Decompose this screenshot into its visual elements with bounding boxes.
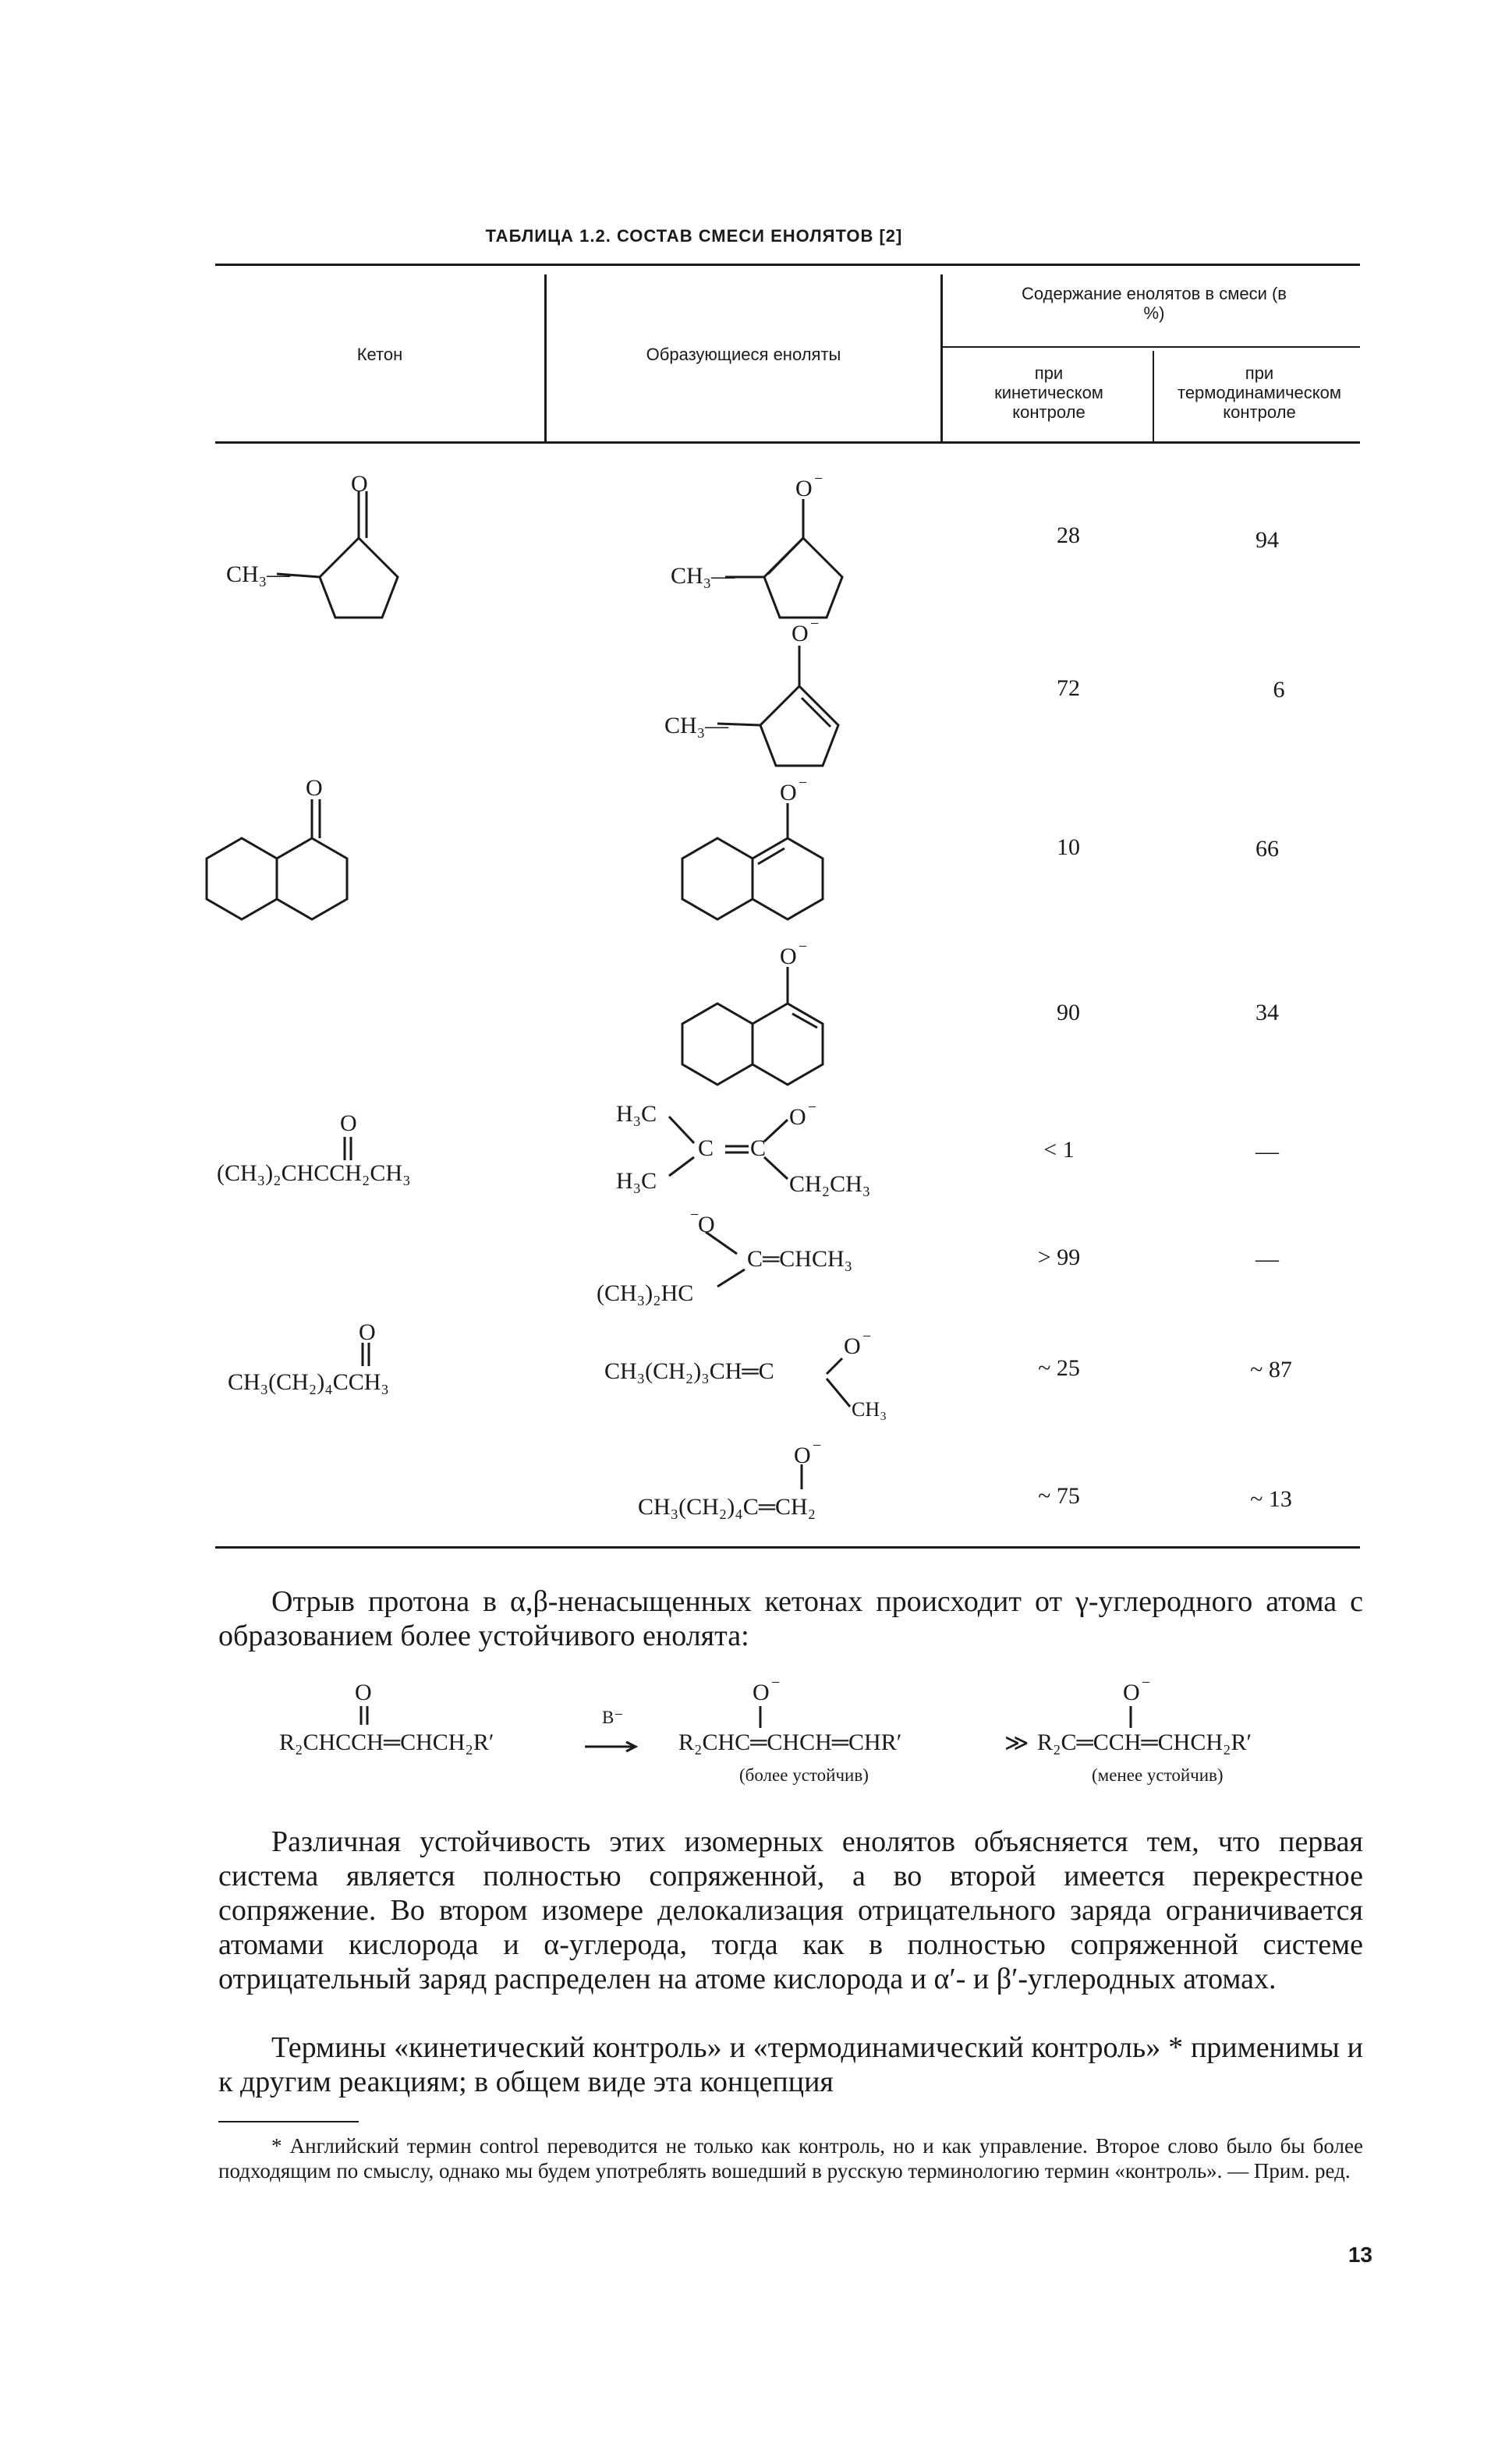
footnote-rule [218,2121,359,2122]
row5-kinetic: < 1 [1043,1137,1075,1163]
svg-text:O: O [795,476,813,501]
svg-text:CH₂CH₃: CH₂CH₃ [789,1171,871,1197]
svg-text:(CH₃)₂HC: (CH₃)₂HC [597,1280,694,1306]
svg-text:−: − [814,470,823,487]
svg-text:−: − [810,615,820,632]
scheme-base: B⁻ [602,1708,624,1727]
row6-kinetic: > 99 [1037,1244,1081,1270]
svg-text:−: − [771,1674,781,1691]
svg-text:O: O [792,621,809,646]
header-enolates: Образующиеся еноляты [646,345,841,364]
svg-text:O: O [359,1319,376,1345]
row7-thermo: ~ 87 [1250,1357,1292,1382]
header-kinetic: при кинетическом контроле [994,363,1103,422]
svg-text:CH₃—: CH₃— [226,561,291,587]
svg-text:−: − [813,1437,822,1454]
paragraph-1: Отрыв протона в α,β-ненасыщенных кетонах происходит от γ-углеродного атома с образованием более устойчивого енолята: [218,1585,1363,1652]
ketone-4-formula: CH₃(CH₂)₄CCH₃ [228,1369,389,1395]
row3-thermo: 66 [1255,836,1279,862]
ketone-3-formula: (CH₃)₂CHCCH₂CH₃ [217,1160,411,1186]
paragraph-2: Различная устойчивость этих изомерных енолятов объясняется тем, что первая система является полностью сопряженной, а во второй имеется перекрестное сопряжение. Во втором изомере делокализация отрицательного заряда ограничивается атомами кислорода и α-углерода, тогда как в полностью сопряженной системе отрицательный заряд распределен на атоме кислорода и α′- и β′-углеродных атомах. [218,1825,1363,1995]
svg-text:O: O [1123,1680,1140,1705]
svg-text:H₃C: H₃C [616,1101,657,1127]
svg-text:O: O [789,1104,806,1130]
row6-thermo: — [1255,1246,1279,1272]
svg-text:CH₃(CH₂)₄C═CH₂: CH₃(CH₂)₄C═CH₂ [638,1494,816,1520]
svg-text:O: O [351,471,368,497]
scheme-reactant: R₂CHCCH═CHCH₂R′ [279,1729,494,1755]
svg-text:O: O [780,943,797,969]
header-ketone: Кетон [356,345,403,364]
svg-text:−: − [1142,1674,1151,1691]
row2-kinetic: 72 [1057,675,1080,701]
scheme-label-2: (менее устойчив) [1092,1765,1224,1785]
svg-text:−: − [799,774,808,791]
svg-text:O: O [794,1443,811,1468]
svg-text:O: O [780,780,797,805]
svg-text:O: O [340,1110,357,1136]
header-content: Содержание енолятов в смеси (в %) [1021,284,1287,323]
scheme-label-1: (более устойчив) [739,1765,869,1785]
header-thermo: при термодинамическом контроле [1177,363,1342,422]
svg-text:O: O [698,1212,715,1237]
svg-text:−: − [808,1099,817,1116]
footnote: * Английский термин control переводится не только как контроль, но и как управление. Второе слово было бы более подходящим по смыслу, однако мы будем употреблять вошедший в русскую терминологию термин «контроль». — Прим. ред. [218,2134,1363,2183]
svg-text:C: C [750,1135,767,1161]
row2-thermo: 6 [1273,677,1285,703]
svg-text:O: O [306,775,323,801]
svg-text:CH₃(CH₂)₃CH═C: CH₃(CH₂)₃CH═C [604,1358,774,1384]
row7-kinetic: ~ 25 [1038,1355,1080,1381]
row8-kinetic: ~ 75 [1038,1483,1080,1509]
svg-text:CH₃—: CH₃— [671,563,735,589]
svg-text:O: O [844,1333,861,1359]
row3-kinetic: 10 [1057,834,1080,860]
table-caption: ТАБЛИЦА 1.2. СОСТАВ СМЕСИ ЕНОЛЯТОВ [2] [485,226,903,246]
svg-text:CH₃: CH₃ [852,1398,887,1421]
scheme-relation: ≫ [1004,1730,1029,1756]
svg-text:C: C [698,1135,714,1161]
row1-kinetic: 28 [1057,522,1080,548]
row4-thermo: 34 [1255,1000,1279,1025]
paragraph-3: Термины «кинетический контроль» и «термодинамический контроль» * применимы и к другим реакциям; в общем виде эта концепция [218,2031,1363,2098]
svg-text:O: O [753,1680,770,1705]
svg-text:C═CHCH₃: C═CHCH₃ [747,1246,853,1272]
row4-kinetic: 90 [1057,1000,1080,1025]
svg-text:−: − [862,1328,872,1345]
scheme-product-2: R₂C═CCH═CHCH₂R′ [1037,1729,1252,1755]
svg-text:O: O [355,1680,372,1705]
row1-thermo: 94 [1255,527,1279,553]
page-number: 13 [1348,2243,1372,2267]
svg-text:H₃C: H₃C [616,1168,657,1194]
svg-text:−: − [690,1206,699,1223]
row8-thermo: ~ 13 [1250,1486,1292,1512]
row5-thermo: — [1255,1138,1279,1164]
svg-text:−: − [799,938,808,955]
svg-text:CH₃—: CH₃— [664,713,729,738]
scheme-product-1: R₂CHC═CHCH═CHR′ [678,1729,902,1755]
